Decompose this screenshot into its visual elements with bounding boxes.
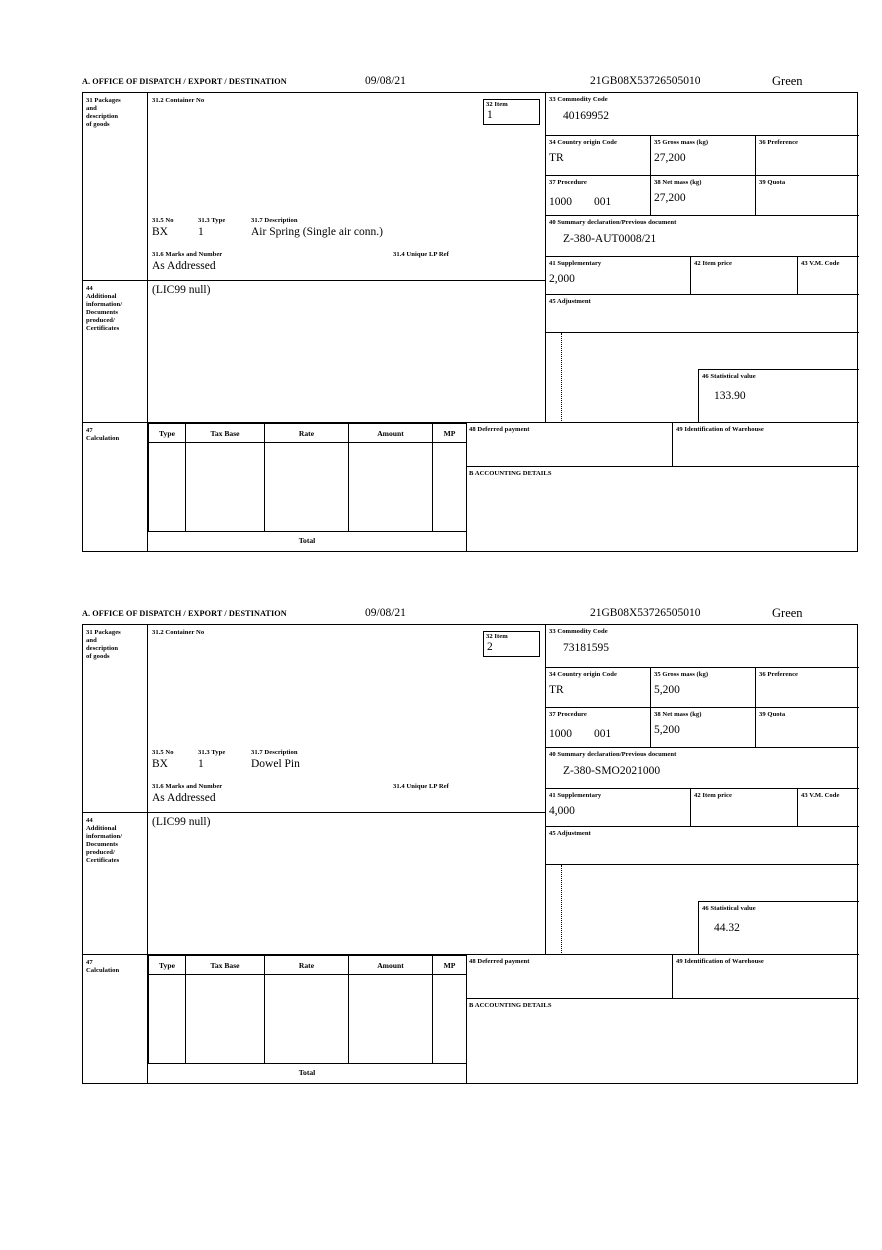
declaration-box-2 bbox=[82, 624, 858, 1084]
calc-cell-type bbox=[149, 975, 186, 1064]
calc-col-tax-base: Tax Base bbox=[186, 956, 265, 974]
box-49-identification-of-warehouse-2 bbox=[673, 955, 859, 999]
box-44-label-cell bbox=[83, 281, 148, 423]
box-b-label: B ACCOUNTING DETAILS bbox=[469, 1002, 552, 1009]
box-44-label-line-4: Documents bbox=[86, 841, 118, 849]
box-38-net-mass-2 bbox=[651, 708, 756, 748]
box-40-summary-declaration bbox=[546, 216, 859, 257]
box-31-label-line-4: of goods bbox=[86, 121, 110, 129]
box-42-label: 42 Item price bbox=[694, 260, 733, 267]
dotted-divider bbox=[561, 865, 563, 955]
box-42-label: 42 Item price bbox=[694, 792, 733, 799]
box-47-label-line-1: 47 bbox=[86, 959, 93, 966]
box-41-supplementary bbox=[546, 257, 691, 295]
box-35-label: 35 Gross mass (kg) bbox=[654, 139, 709, 146]
box-45-adjustment-2 bbox=[546, 827, 859, 865]
box-40-summary-declaration-2 bbox=[546, 748, 859, 789]
box-33-commodity-code bbox=[546, 93, 859, 136]
box-43-label: 43 V.M. Code bbox=[801, 792, 840, 799]
calc-cell-type bbox=[149, 443, 186, 532]
box-36-label: 36 Preference bbox=[759, 139, 799, 146]
box-40-value: Z-380-SMO2021000 bbox=[563, 765, 661, 778]
box-40-label: 40 Summary declaration/Previous document bbox=[549, 219, 677, 226]
calc-body bbox=[148, 975, 466, 1064]
box-38-label: 38 Net mass (kg) bbox=[654, 179, 702, 186]
package-type-label: 31.3 Type bbox=[198, 217, 226, 224]
box-44-label-line-6: Certificates bbox=[86, 325, 120, 333]
box-34-country-origin-code-2 bbox=[546, 668, 651, 708]
box-38-net-mass bbox=[651, 176, 756, 216]
box-35-gross-mass bbox=[651, 136, 756, 176]
box-37-value-1: 1000 bbox=[549, 196, 572, 209]
box-45-label: 45 Adjustment bbox=[549, 298, 591, 305]
box-46-label: 46 Statistical value bbox=[702, 373, 756, 380]
box-41-label: 41 Supplementary bbox=[549, 260, 602, 267]
package-type-label: 31.3 Type bbox=[198, 749, 226, 756]
calc-cell-tax-base bbox=[186, 443, 265, 532]
box-37-value-2: 001 bbox=[594, 196, 612, 209]
box-44-value: (LIC99 null) bbox=[152, 816, 211, 828]
box-33-label: 33 Commodity Code bbox=[549, 628, 608, 635]
box-42-item-price bbox=[691, 257, 798, 295]
box-49-label: 49 Identification of Warehouse bbox=[676, 958, 764, 965]
package-description-label: 31.7 Description bbox=[251, 217, 298, 224]
box-48-deferred-payment bbox=[466, 423, 673, 467]
form-header bbox=[82, 76, 860, 92]
package-description-label: 31.7 Description bbox=[251, 749, 298, 756]
box-37-label: 37 Procedure bbox=[549, 711, 587, 718]
unique-lp-ref-label: 31.4 Unique LP Ref bbox=[393, 783, 449, 790]
box-b-accounting-details-2 bbox=[466, 999, 859, 1084]
box-44-label-line-1: 44 bbox=[86, 285, 93, 292]
box-36-label: 36 Preference bbox=[759, 671, 799, 678]
calc-col-tax-base: Tax Base bbox=[186, 424, 265, 442]
box-46-region bbox=[546, 333, 859, 423]
calc-cell-mp bbox=[433, 443, 467, 532]
box-32-label: 32 Item bbox=[486, 101, 508, 108]
box-31-label-cell-2 bbox=[83, 625, 148, 813]
box-37-value-2: 001 bbox=[594, 728, 612, 741]
calc-col-mp: MP bbox=[433, 956, 467, 974]
box-49-label: 49 Identification of Warehouse bbox=[676, 426, 764, 433]
lane-status: Green bbox=[772, 74, 803, 88]
box-b-accounting-details bbox=[466, 467, 859, 552]
box-31-label-line-3: description bbox=[86, 113, 119, 121]
box-44-label-line-6: Certificates bbox=[86, 857, 120, 865]
customs-declaration-form-1 bbox=[82, 76, 860, 552]
movement-reference-number-2: 21GB08X53726505010 bbox=[590, 607, 701, 619]
box-38-label: 38 Net mass (kg) bbox=[654, 711, 702, 718]
box-34-country-origin-code bbox=[546, 136, 651, 176]
calc-body bbox=[148, 443, 466, 532]
marks-and-number-value: As Addressed bbox=[152, 260, 216, 272]
box-39-quota bbox=[756, 176, 859, 216]
box-39-label: 39 Quota bbox=[759, 179, 786, 186]
box-31-label-line-4: of goods bbox=[86, 653, 110, 661]
box-40-label: 40 Summary declaration/Previous document bbox=[549, 751, 677, 758]
box-47-label-line-2: Calculation bbox=[86, 967, 120, 975]
calc-header-row bbox=[148, 955, 466, 975]
box-35-gross-mass-2 bbox=[651, 668, 756, 708]
package-description-value: Dowel Pin bbox=[251, 758, 300, 770]
box-41-label: 41 Supplementary bbox=[549, 792, 602, 799]
box-41-value: 2,000 bbox=[549, 273, 575, 286]
box-31-label-line-2: and bbox=[86, 637, 97, 645]
dotted-divider bbox=[561, 333, 563, 423]
movement-reference-number: 21GB08X53726505010 bbox=[590, 75, 701, 87]
calc-cell-mp bbox=[433, 975, 467, 1064]
box-38-value: 5,200 bbox=[654, 724, 680, 737]
lane-status-2: Green bbox=[772, 606, 803, 620]
calc-col-type: Type bbox=[149, 424, 186, 442]
box-49-identification-of-warehouse bbox=[673, 423, 859, 467]
box-45-adjustment bbox=[546, 295, 859, 333]
calc-col-rate: Rate bbox=[265, 956, 349, 974]
box-35-label: 35 Gross mass (kg) bbox=[654, 671, 709, 678]
package-description-value: Air Spring (Single air conn.) bbox=[251, 226, 383, 238]
box-31-label-line-1: 31 Packages bbox=[86, 97, 121, 104]
box-37-procedure bbox=[546, 176, 651, 216]
box-42-item-price-2 bbox=[691, 789, 798, 827]
declaration-box bbox=[82, 92, 858, 552]
box-44-label-line-4: Documents bbox=[86, 309, 118, 317]
declaration-date: 09/08/21 bbox=[365, 75, 406, 87]
box-34-value: TR bbox=[549, 684, 564, 697]
box-48-left-divider-2 bbox=[466, 955, 467, 1084]
box-35-value: 27,200 bbox=[654, 152, 686, 165]
calc-cell-rate bbox=[265, 443, 349, 532]
box-46-statistical-value bbox=[698, 369, 859, 423]
box-47-label-line-2: Calculation bbox=[86, 435, 120, 443]
package-no-label: 31.5 No bbox=[152, 749, 174, 756]
box-46-value: 44.32 bbox=[714, 922, 740, 935]
box-44-label-line-1: 44 bbox=[86, 817, 93, 824]
box-44-label-line-5: produced/ bbox=[86, 317, 115, 325]
box-48-label: 48 Deferred payment bbox=[469, 426, 530, 433]
box-44-label-line-5: produced/ bbox=[86, 849, 115, 857]
box-34-label: 34 Country origin Code bbox=[549, 671, 617, 678]
box-36-preference-2 bbox=[756, 668, 859, 708]
box-44-label-line-2: Additional bbox=[86, 825, 117, 833]
box-48-left-divider bbox=[466, 423, 467, 552]
office-of-dispatch-label: A. OFFICE OF DISPATCH / EXPORT / DESTINATION bbox=[82, 77, 287, 86]
box-32-value: 1 bbox=[487, 109, 493, 121]
box-33-commodity-code-2 bbox=[546, 625, 859, 668]
box-44-additional-information-2 bbox=[148, 813, 546, 955]
box-32-item bbox=[483, 99, 540, 125]
box-b-label: B ACCOUNTING DETAILS bbox=[469, 470, 552, 477]
box-37-value-1: 1000 bbox=[549, 728, 572, 741]
box-43-vm-code bbox=[798, 257, 859, 295]
marks-and-number-value: As Addressed bbox=[152, 792, 216, 804]
box-37-procedure-2 bbox=[546, 708, 651, 748]
container-no-label: 31.2 Container No bbox=[152, 97, 205, 104]
box-44-label-line-3: information/ bbox=[86, 833, 123, 841]
marks-and-number-label: 31.6 Marks and Number bbox=[152, 251, 223, 258]
package-no-label: 31.5 No bbox=[152, 217, 174, 224]
box-44-label-cell-2 bbox=[83, 813, 148, 955]
box-31-label-line-3: description bbox=[86, 645, 119, 653]
unique-lp-ref-label: 31.4 Unique LP Ref bbox=[393, 251, 449, 258]
calc-cell-tax-base bbox=[186, 975, 265, 1064]
calc-total-label: Total bbox=[298, 536, 316, 545]
box-43-label: 43 V.M. Code bbox=[801, 260, 840, 267]
calc-total-label: Total bbox=[298, 1068, 316, 1077]
box-43-vm-code-2 bbox=[798, 789, 859, 827]
box-34-value: TR bbox=[549, 152, 564, 165]
form-header-2 bbox=[82, 608, 860, 624]
box-36-preference bbox=[756, 136, 859, 176]
box-45-label: 45 Adjustment bbox=[549, 830, 591, 837]
box-32-item-2 bbox=[483, 631, 540, 657]
box-44-value: (LIC99 null) bbox=[152, 284, 211, 296]
box-41-value: 4,000 bbox=[549, 805, 575, 818]
box-31-label-line-2: and bbox=[86, 105, 97, 113]
box-31-label-line-1: 31 Packages bbox=[86, 629, 121, 636]
box-33-value: 73181595 bbox=[563, 642, 609, 655]
package-type-value: 1 bbox=[198, 758, 204, 770]
box-46-region-2 bbox=[546, 865, 859, 955]
box-48-deferred-payment-2 bbox=[466, 955, 673, 999]
box-40-value: Z-380-AUT0008/21 bbox=[563, 233, 657, 246]
calc-cell-amount bbox=[349, 975, 433, 1064]
box-44-label-line-3: information/ bbox=[86, 301, 123, 309]
office-of-dispatch-label-2: A. OFFICE OF DISPATCH / EXPORT / DESTINATION bbox=[82, 609, 287, 618]
box-44-additional-information bbox=[148, 281, 546, 423]
box-39-label: 39 Quota bbox=[759, 711, 786, 718]
box-41-supplementary-2 bbox=[546, 789, 691, 827]
box-33-value: 40169952 bbox=[563, 110, 609, 123]
calc-cell-rate bbox=[265, 975, 349, 1064]
package-no-value: BX bbox=[152, 758, 168, 770]
box-44-label-line-2: Additional bbox=[86, 293, 117, 301]
calc-col-amount: Amount bbox=[349, 424, 433, 442]
calc-col-mp: MP bbox=[433, 424, 467, 442]
calc-col-amount: Amount bbox=[349, 956, 433, 974]
calc-col-type: Type bbox=[149, 956, 186, 974]
box-46-label: 46 Statistical value bbox=[702, 905, 756, 912]
box-46-value: 133.90 bbox=[714, 390, 746, 403]
box-35-value: 5,200 bbox=[654, 684, 680, 697]
customs-declaration-form-2 bbox=[82, 608, 860, 1084]
box-34-label: 34 Country origin Code bbox=[549, 139, 617, 146]
box-31-label-cell bbox=[83, 93, 148, 281]
declaration-date-2: 09/08/21 bbox=[365, 607, 406, 619]
marks-and-number-label: 31.6 Marks and Number bbox=[152, 783, 223, 790]
box-47-label-line-1: 47 bbox=[86, 427, 93, 434]
calc-cell-amount bbox=[349, 443, 433, 532]
calc-header-row bbox=[148, 423, 466, 443]
box-39-quota-2 bbox=[756, 708, 859, 748]
box-33-label: 33 Commodity Code bbox=[549, 96, 608, 103]
box-38-value: 27,200 bbox=[654, 192, 686, 205]
box-48-label: 48 Deferred payment bbox=[469, 958, 530, 965]
container-no-label: 31.2 Container No bbox=[152, 629, 205, 636]
box-46-statistical-value-2 bbox=[698, 901, 859, 955]
box-37-label: 37 Procedure bbox=[549, 179, 587, 186]
box-47-label-cell-2 bbox=[83, 955, 148, 1084]
package-no-value: BX bbox=[152, 226, 168, 238]
box-32-label: 32 Item bbox=[486, 633, 508, 640]
calc-col-rate: Rate bbox=[265, 424, 349, 442]
box-47-label-cell bbox=[83, 423, 148, 552]
package-type-value: 1 bbox=[198, 226, 204, 238]
box-32-value: 2 bbox=[487, 641, 493, 653]
